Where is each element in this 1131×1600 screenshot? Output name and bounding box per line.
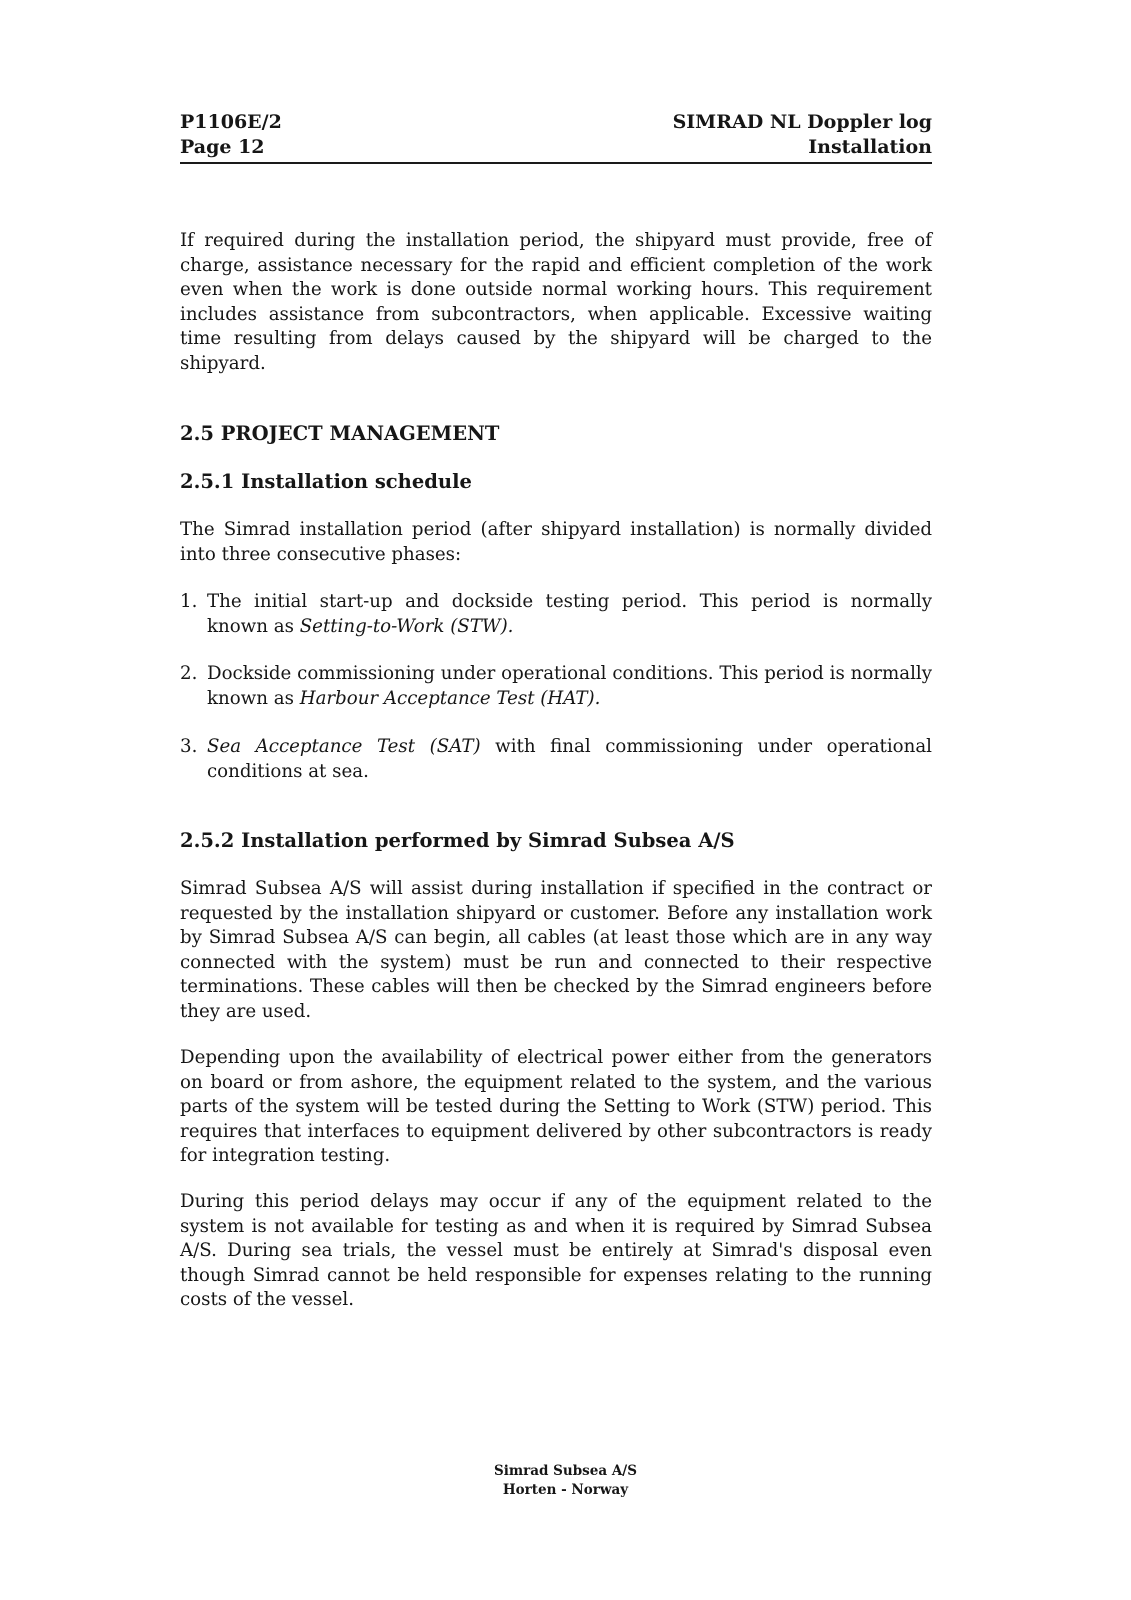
list-text-plain: The initial start-up and dockside testing period. This period is normally known as [207,591,932,637]
page-number: Page 12 [180,136,265,158]
list-text-plain: Dockside commissioning under operational conditions. This period is normally known as [207,663,932,709]
chapter-name: Installation [808,136,932,158]
footer-company: Simrad Subsea A/S [494,1463,637,1479]
list-text-italic: Sea Acceptance Test (SAT) [207,736,481,757]
schedule-intro-paragraph: The Simrad installation period (after shipyard installation) is normally divided into three consecutive phases: [180,519,932,565]
footer-location: Horten - Norway [502,1482,629,1498]
section-heading-2-5: 2.5 PROJECT MANAGEMENT [180,422,500,445]
intro-paragraph: If required during the installation period, the shipyard must provide, free of charge, assistance necessary for the rapid and efficient completion of the work even when the work is done outside normal working hours. This requirement includes assistance from subcontractors, when applicable. Excessive waiting time resulting from delays caused by the shipyard will be charged to the shipyard. [180,230,932,374]
section-heading-2-5-1: 2.5.1 Installation schedule [180,470,472,493]
installation-paragraph-3: During this period delays may occur if any of the equipment related to the system is not available for testing as and when it is required by Simrad Subsea A/S. During sea trials, the vessel must be entirely at Simrad's disposal even though Simrad cannot be held responsible for expenses relating to the running costs of the vessel. [180,1191,932,1310]
page-footer [0,1462,1131,1500]
page-header [180,110,932,164]
installation-paragraph-1: Simrad Subsea A/S will assist during installation if specified in the contract or requested by the installation shipyard or customer. Before any installation work by Simrad Subsea A/S can begin, all cables (at least those which are in any way connected with the system) must be run and connected to their respective terminations. These cables will then be checked by the Simrad engineers before they are used. [180,878,932,1022]
list-text-italic: Setting-to-Work (STW). [299,615,514,637]
document-title: SIMRAD NL Doppler log [672,111,932,133]
header-right [673,110,932,160]
installation-paragraph-2: Depending upon the availability of electrical power either from the generators on board or from ashore, the equipment related to the system, and the various parts of the system will be tested during the Setting to Work (STW) period. This requires that interfaces to equipment delivered by other subcontractors is ready for integration testing. [180,1047,932,1166]
list-number: 2. [180,663,198,684]
header-left [180,110,282,160]
list-text-italic: Harbour Acceptance Test (HAT). [299,687,601,709]
list-number: 1. [180,591,198,612]
list-text-plain-after: with final commissioning under operational conditions at sea. [207,736,933,782]
section-heading-2-5-2: 2.5.2 Installation performed by Simrad Subsea A/S [180,829,735,852]
document-id: P1106E/2 [180,111,282,133]
list-number: 3. [180,736,198,757]
list-text [207,590,932,639]
list-text [207,662,932,711]
list-text [207,735,932,784]
